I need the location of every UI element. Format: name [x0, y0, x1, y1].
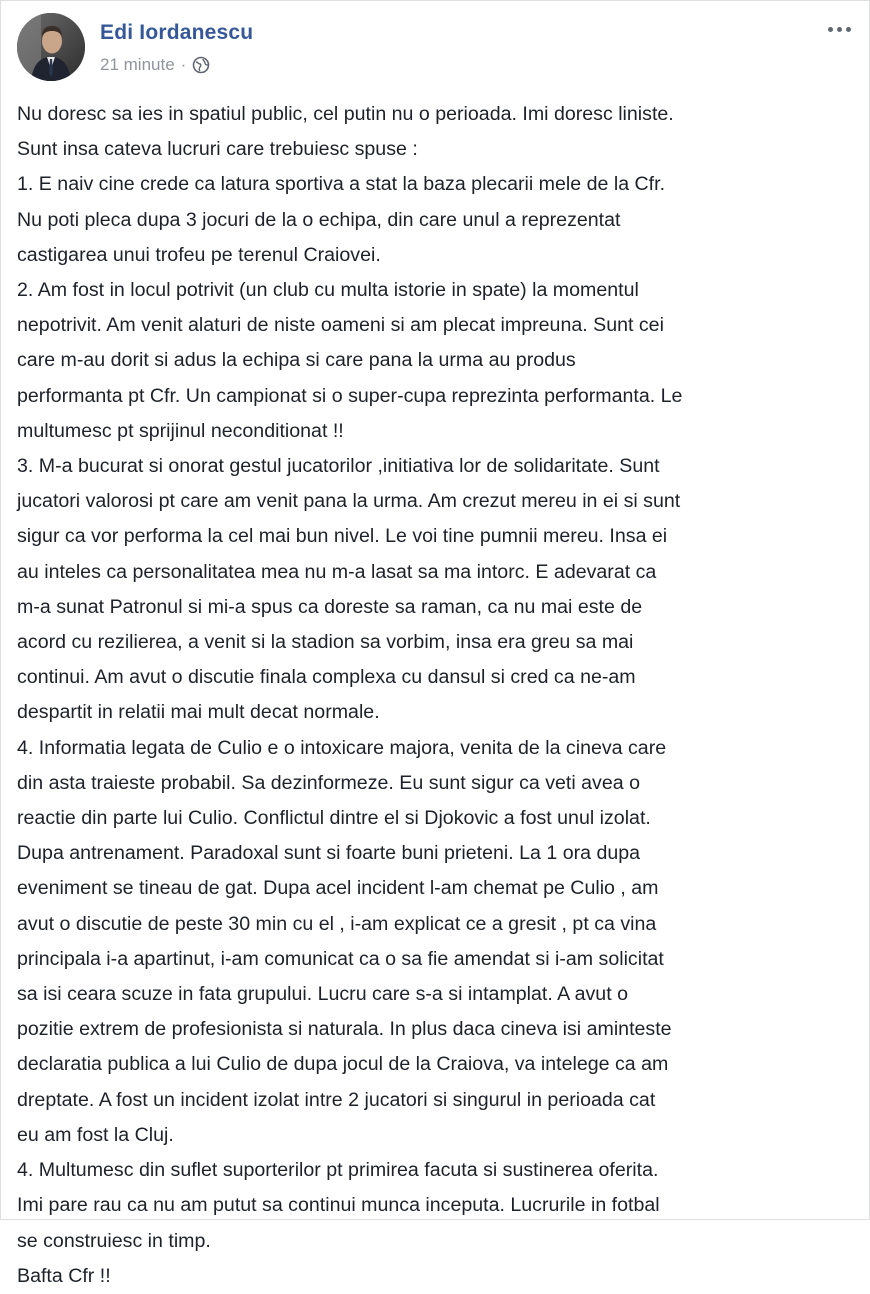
more-options-icon[interactable]: [821, 17, 857, 41]
post-text-line: performanta pt Cfr. Un campionat si o super-cupa reprezinta performanta. Le: [17, 384, 683, 407]
post-text-line: au inteles ca personalitatea mea nu m-a lasat sa ma intorc. E adevarat ca: [17, 560, 657, 583]
post-text-line: Nu doresc sa ies in spatiul public, cel putin nu o perioada. Imi doresc liniste.: [17, 103, 674, 125]
post-text-line: se construiesc in timp.: [17, 1229, 211, 1252]
post-text-line: Bafta Cfr !!: [17, 1264, 111, 1287]
post-text-line: jucatori valorosi pt care am venit pana la urma. Am crezut mereu in ei si sunt: [17, 490, 681, 513]
post-text-line: 3. M-a bucurat si onorat gestul jucatorilor ,initiativa lor de solidaritate. Sunt: [17, 455, 660, 478]
post-timestamp[interactable]: 21 minute: [100, 55, 175, 74]
profile-photo: [17, 13, 85, 81]
post-text-line: Dupa antrenament. Paradoxal sunt si foarte buni prieteni. La 1 ora dupa: [17, 842, 641, 865]
post-text-line: multumesc pt sprijinul neconditionat !!: [17, 419, 344, 442]
post-text-line: pozitie extrem de profesionista si naturala. In plus daca cineva isi aminteste: [17, 1018, 672, 1041]
post-text-line: Sunt insa cateva lucruri care trebuiesc spuse :: [17, 138, 418, 161]
post-text-line: reactie din parte lui Culio. Conflictul dintre el si Djokovic a fost unul izolat.: [17, 807, 651, 830]
post-text-line: sigur ca vor performa la cel mai bun nivel. Le voi tine pumnii mereu. Insa ei: [17, 525, 668, 548]
post-text-line: eu am fost la Cluj.: [17, 1123, 174, 1146]
post-text-line: despartit in relatii mai mult decat normale.: [17, 701, 380, 724]
post-text-line: acord cu rezilierea, a venit si la stadion sa vorbim, insa era greu sa mai: [17, 631, 634, 654]
post-text-line: castigarea unui trofeu pe terenul Craiovei.: [17, 243, 381, 266]
post-text-line: nepotrivit. Am venit alaturi de niste oameni si am plecat impreuna. Sunt cei: [17, 314, 664, 337]
author-name[interactable]: Edi Iordanescu: [100, 21, 254, 44]
post-text-line: eveniment se tineau de gat. Dupa acel incident l-am chemat pe Culio , am: [17, 877, 659, 900]
post-text-line: 4. Informatia legata de Culio e o intoxicare majora, venita de la cineva care: [17, 736, 667, 759]
globe-icon[interactable]: [192, 56, 210, 74]
meta-separator: ·: [180, 55, 187, 74]
post-text-line: Nu poti pleca dupa 3 jocuri de la o echipa, din care unul a reprezentat: [17, 208, 621, 231]
avatar[interactable]: [17, 13, 85, 81]
post-meta: [100, 55, 210, 75]
post-text-line: declaratia publica a lui Culio de dupa jocul de la Craiova, va intelege ca am: [17, 1053, 669, 1076]
post-text-line: 4. Multumesc din suflet suporterilor pt primirea facuta si sustinerea oferita.: [17, 1159, 659, 1182]
post-text-line: din asta traieste probabil. Sa dezinformeze. Eu sunt sigur ca veti avea o: [17, 771, 640, 794]
post-text-line: dreptate. A fost un incident izolat intre 2 jucatori si singurul in perioada cat: [17, 1088, 656, 1111]
post-text-line: 2. Am fost in locul potrivit (un club cu multa istorie in spate) la momentul: [17, 279, 639, 302]
post-text-line: 1. E naiv cine crede ca latura sportiva a stat la baza plecarii mele de la Cfr.: [17, 173, 666, 196]
post-text-line: sa isi ceara scuze in fata grupului. Lucru care s-a si intamplat. A avut o: [17, 983, 628, 1006]
post-text-line: avut o discutie de peste 30 min cu el , i-am explicat ce a gresit , pt ca vina: [17, 912, 657, 935]
post-text-line: principala i-a apartinut, i-am comunicat ca o sa fie amendat si i-am solicitat: [17, 947, 664, 970]
post-text-line: continui. Am avut o discutie finala complexa cu dansul si cred ca ne-am: [17, 666, 636, 689]
post-text-line: care m-au dorit si adus la echipa si care pana la urma au produs: [17, 349, 576, 372]
post-text-line: Imi pare rau ca nu am putut sa continui munca inceputa. Lucrurile in fotbal: [17, 1194, 660, 1217]
post-text: [17, 97, 857, 1294]
post-header: [17, 11, 857, 83]
post-text-line: m-a sunat Patronul si mi-a spus ca doreste sa raman, ca nu mai este de: [17, 595, 643, 618]
